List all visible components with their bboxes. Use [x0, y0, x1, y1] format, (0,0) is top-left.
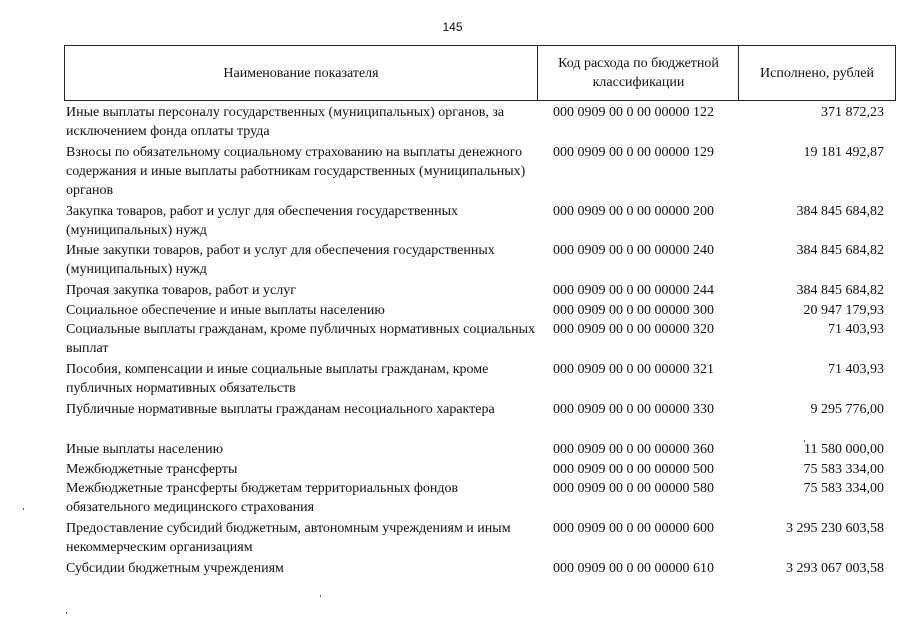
row-code: 000 0909 00 0 00 00000 240: [553, 243, 714, 258]
page-number: 145: [442, 20, 463, 34]
row-name: Иные выплаты населению: [66, 442, 224, 457]
row-code: 000 0909 00 0 00 00000 320: [553, 322, 714, 337]
row-code: 000 0909 00 0 00 00000 300: [553, 303, 714, 318]
row-name: Пособия, компенсации и иные социальные выплаты гражданам, кроме публичных нормативных обязательств: [66, 362, 489, 396]
row-name: Иные закупки товаров, работ и услуг для обеспечения государственных (муниципальных) нужд: [66, 243, 495, 277]
column-header-executed: Исполнено, рублей: [738, 46, 895, 100]
row-code: 000 0909 00 0 00 00000 122: [553, 105, 714, 120]
row-name: Закупка товаров, работ и услуг для обеспечения государственных (муниципальных) нужд: [66, 204, 459, 238]
row-name: Социальные выплаты гражданам, кроме публичных нормативных социальных выплат: [66, 322, 535, 356]
row-amount: 3 293 067 003,58: [786, 561, 884, 576]
row-code: 000 0909 00 0 00 00000 500: [553, 462, 714, 477]
row-code: 000 0909 00 0 00 00000 321: [553, 362, 714, 377]
scan-speck: [23, 508, 24, 510]
row-amount: 384 845 684,82: [796, 243, 884, 258]
row-code: 000 0909 00 0 00 00000 360: [553, 442, 714, 457]
row-name: Иные выплаты персоналу государственных (муниципальных) органов, за исключением фонда оплаты труда: [66, 105, 505, 139]
column-header-code: Код расхода по бюджетной классификации: [537, 46, 739, 100]
row-name: Предоставление субсидий бюджетным, автономным учреждениям и иным некоммерческим организациям: [66, 521, 511, 555]
row-code: 000 0909 00 0 00 00000 600: [553, 521, 714, 536]
row-name: Публичные нормативные выплаты гражданам несоциального характера: [66, 402, 495, 417]
row-amount: 75 583 334,00: [803, 481, 884, 496]
table-header: [64, 45, 896, 101]
row-code: 000 0909 00 0 00 00000 580: [553, 481, 714, 496]
row-amount: 20 947 179,93: [803, 303, 884, 318]
row-amount: 71 403,93: [828, 362, 884, 377]
scan-speck: [804, 440, 805, 442]
row-name: Межбюджетные трансферты: [66, 462, 238, 477]
column-header-name: Наименование показателя: [223, 65, 379, 81]
row-amount: 19 181 492,87: [803, 145, 884, 160]
scan-speck: [66, 612, 67, 614]
row-amount: 3 295 230 603,58: [786, 521, 884, 536]
row-name: Социальное обеспечение и иные выплаты населению: [66, 303, 385, 318]
row-name: Субсидии бюджетным учреждениям: [66, 561, 284, 576]
row-code: 000 0909 00 0 00 00000 610: [553, 561, 714, 576]
row-name: Взносы по обязательному социальному страхованию на выплаты денежного содержания и иные выплаты работникам государственных (муниципальных) органов: [66, 145, 526, 198]
row-amount: 71 403,93: [828, 322, 884, 337]
row-code: 000 0909 00 0 00 00000 330: [553, 402, 714, 417]
row-name: Прочая закупка товаров, работ и услуг: [66, 283, 296, 298]
row-amount: 384 845 684,82: [796, 283, 884, 298]
row-amount: 75 583 334,00: [803, 462, 884, 477]
row-amount: 384 845 684,82: [796, 204, 884, 219]
row-code: 000 0909 00 0 00 00000 200: [553, 204, 714, 219]
row-amount: 9 295 776,00: [810, 402, 884, 417]
scan-speck: [320, 595, 321, 597]
row-code: 000 0909 00 0 00 00000 244: [553, 283, 714, 298]
row-name: Межбюджетные трансферты бюджетам территориальных фондов обязательного медицинского страхования: [66, 481, 459, 515]
row-code: 000 0909 00 0 00 00000 129: [553, 145, 714, 160]
row-amount: 371 872,23: [821, 105, 884, 120]
row-amount: 11 580 000,00: [804, 442, 884, 457]
